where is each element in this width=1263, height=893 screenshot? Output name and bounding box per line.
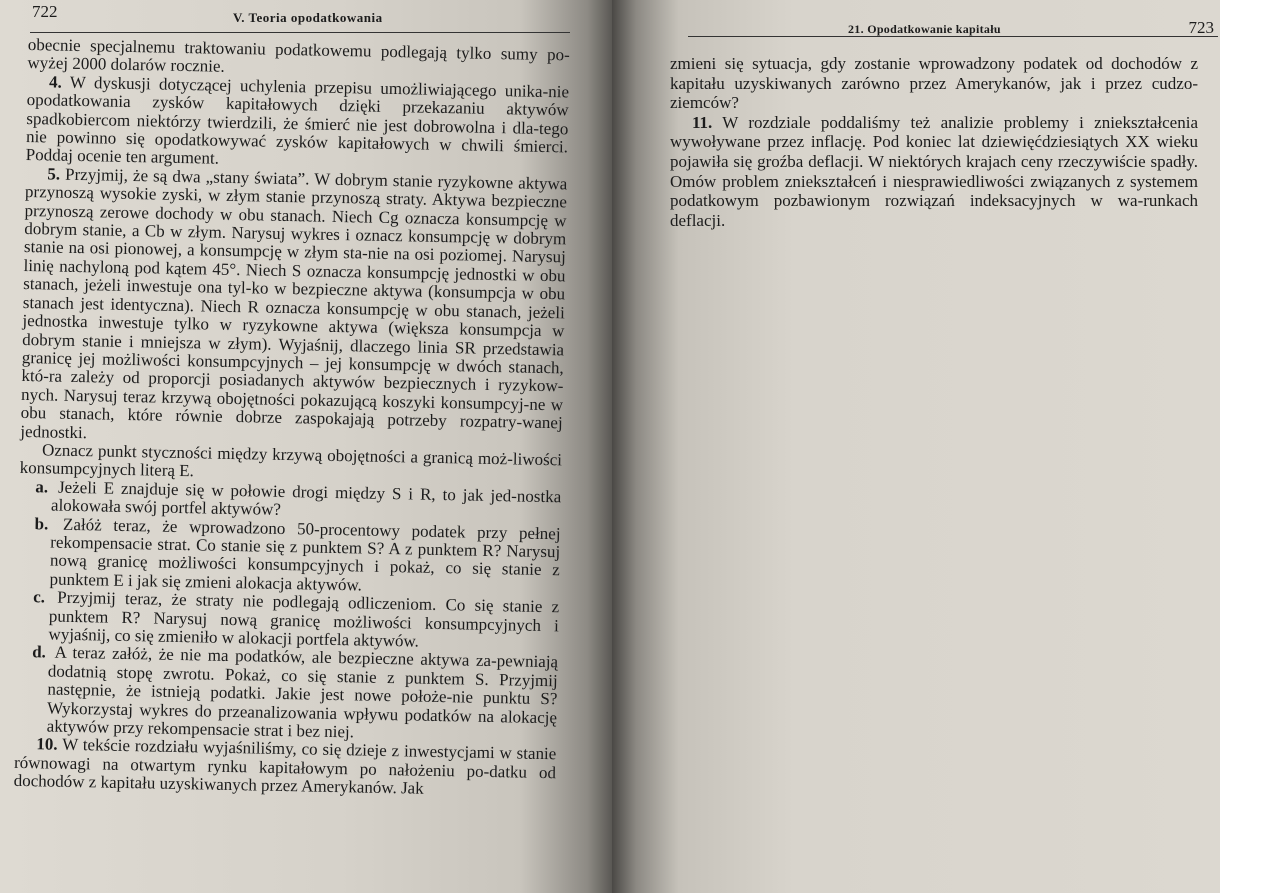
question-4-number: 4.	[48, 72, 63, 92]
question-10-number: 10.	[36, 734, 58, 755]
question-10	[14, 735, 557, 801]
question-10-continued: zmieni się sytuacja, gdy zostanie wprowadzony podatek od dochodów z kapitału uzyskiwanych zarówno przez Amerykanów, jak i przez cudzo-ziemców?	[670, 54, 1198, 113]
question-5	[20, 165, 567, 451]
right-body-text	[670, 54, 1198, 230]
left-body-text	[14, 36, 570, 801]
subitem-d-label: d.	[31, 642, 47, 662]
question-4-text: W dyskusji dotyczącej uchylenia przepisu umożliwiającego unika-nie opodatkowania zysków kapitałowych dzięki przekazaniu aktywów spadkobiercom niektórzy twierdzili, że śmierć nie jest dobrowolna i dla-tego nie powinno się opodatkowywać zysków kapitałowych w chwili śmierci. Poddaj ocenie ten argument.	[25, 72, 570, 169]
intro-paragraph: obecnie specjalnemu traktowaniu podatkowemu podlegają tylko sumy po-wyżej 2000 dolarów rocznie.	[27, 35, 570, 77]
question-11-number: 11.	[692, 112, 713, 132]
right-running-head	[688, 14, 1218, 37]
subitem-b	[17, 514, 560, 598]
subitem-d	[15, 643, 559, 745]
question-5-number: 5.	[47, 164, 61, 184]
left-chapter-title: V. Teoria opodatkowania	[233, 10, 383, 25]
question-10-text: W tekście rozdziału wyjaśniliśmy, co się dzieje z inwestycjami w stanie równowagi na otwartym rynku kapitałowym po nałożeniu po-datku od dochodów z kapitału uzyskiwanych przez Amerykanów. Jak	[13, 735, 557, 798]
question-4	[26, 73, 570, 175]
question-5-continuation: Oznacz punkt styczności między krzywą obojętności a granicą moż-liwości konsumpcyjnych literą E.	[19, 440, 563, 481]
subitem-c-text: Przyjmij teraz, że straty nie podlegają odliczeniom. Co się stanie z punktem R? Narysuj nową granicę możliwości konsumpcyjnych i wyjaśnij, co się zmieniło w alokacji portfela aktywów.	[48, 587, 560, 651]
question-11	[670, 113, 1198, 231]
subitem-b-label: b.	[34, 513, 49, 534]
subitem-c-label: c.	[33, 587, 46, 607]
question-5-text: Przyjmij, że są dwa „stany świata”. W dobrym stanie ryzykowne aktywa przynoszą wysokie zyski, w złym stanie przynoszą straty. Aktywa bezpieczne przynoszą zerowe dochody w obu stanach. Niech Cg oznacza konsumpcję w dobrym stanie, a Cb w złym. Narysuj wykres i oznacz konsumpcję w dobrym stanie na osi pionowej, a konsumpcję w złym sta-nie na osi poziomej. Narysuj linię nachyloną pod kątem 45°. Niech S oznacza konsumpcję jednostki w obu stanach, jeżeli inwestuje ona tyl-ko w bezpieczne aktywa (konsumpcja w obu stanach jest identyczna). Niech R oznacza konsumpcję w obu stanach, jeżeli jednostka inwestuje tylko w ryzykowne aktywa (większa konsumpcja w dobrym stanie i mniejsza w złym). Wyjaśnij, dlaczego linia SR przedstawia granicę jej możliwości konsumpcyjnych – jej konsumpcję w dwóch stanach, któ-ra zależy od proporcji posiadanych aktywów bezpiecznych i ryzykow-nych. Narysuj teraz krzywą obojętności pokazującą koszyki konsumpcyj-ne w obu stanach, które równie dobrze zaspokajają potrzeby rozpatry-wanej jednostki.	[20, 164, 568, 442]
right-page	[612, 0, 1220, 893]
question-11-text: W rozdziale poddaliśmy też analizie problemy i zniekształcenia wywoływane przez inflację. Pod koniec lat dziewięćdziesiątych XX wieku pojawiła się groźba deflacji. W niektórych krajach ceny rzeczywiście spadły. Omów problem zniekształceń i niesprawiedliwości związanych z systemem podatkowym pozbawionym rozwiązań indeksacyjnych w wa-runkach deflacji.	[670, 112, 1198, 230]
subitem-d-text: A teraz załóż, że nie ma podatków, ale bezpieczne aktywa za-pewniają dodatnią stopę zwrotu. Pokaż, co się stanie z punktem S. Przyjmij następnie, że istnieją podatki. Jakie jest nowe położe-nie punktu S? Wykorzystaj wykres do przeanalizowania wpływu podatków na alokację aktywów przy rekompensacie strat i bez niej.	[46, 643, 559, 742]
right-page-number: 723	[1188, 18, 1214, 37]
subitem-a-text: Jeżeli E znajduje się w połowie drogi między S i R, to jak jed-nostka alokowała swój portfel aktywów?	[50, 477, 562, 520]
left-page-number: 722	[32, 2, 58, 21]
left-page	[0, 0, 612, 893]
subitem-a-label: a.	[35, 476, 49, 497]
left-running-head	[30, 2, 570, 33]
right-chapter-title: 21. Opodatkowanie kapitału	[848, 22, 1001, 36]
subitem-b-text: Załóż teraz, że wprowadzono 50-procentowy podatek przy pełnej rekompensacie strat. Co stanie się z punktem S? A z punktem R? Narysuj nową granicę możliwości konsumpcyjnych i pokaż, co się stanie z punktem E i jak się zmieni alokacja aktywów.	[49, 514, 561, 595]
